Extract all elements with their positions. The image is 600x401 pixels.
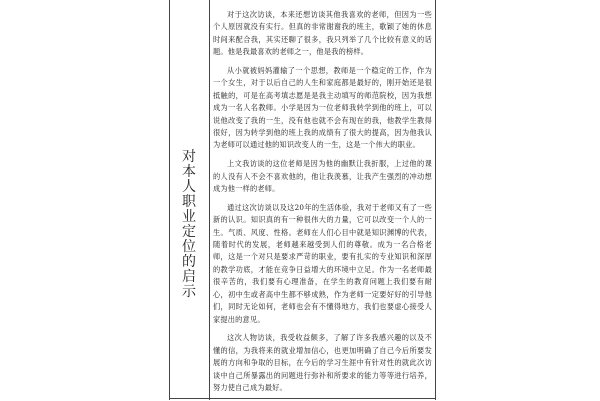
paragraph-4: 通过这次访谈以及这20年的生活体验，我对于老师又有了一些新的认识。知识真的有一种很伟大的力量，它可以改变一个人的一生。气质、风度、性格。老师在人们心目中就是知识渊博的代表，随着时代的发展，老师越来越受到人们的尊敬。成为一名合格老师，这是一个对只是要求严苛的职业，要有扎实的专业知识和深厚的教学功底，才能在竞争日益增大的环境中立足。作为一名老师最很辛苦的，我们要有心理准备，在学生的教育问题上我们要有耐心，初中生或者高中生都不够成熟，作为老师一定要好好的引导他们，同时无论如何，老师也会有不懂得地方，我们也要虚心接受人家提出的意见。 [213, 202, 432, 324]
content-cell [213, 9, 432, 401]
label-column [170, 0, 209, 400]
table-right-border [435, 0, 436, 400]
row-label: 对本人职业定位的启示 [182, 149, 196, 300]
paragraph-2: 从小就被妈妈灌输了一个思想，教师是一个稳定的工作，作为一个女生，对于以后自己的人生和家庭都是最好的，刚开始还是很抵触的，可是在高考填志愿是是我主动填写的师范院校，因为我想成为一名人名教师。小学是因为一位老师我转学到他的班上，可以说他改变了我的一生，没有他也就不会有现在的我，他教学生教得很好，因为转学到他的班上我的成绩有了很大的提高，因为他我认为老师可以通过他的知识改变人的一生，这是一个伟大的职业。 [213, 66, 432, 150]
column-divider [209, 0, 210, 400]
paragraph-1: 对于这次访谈，本来还想访谈其他我喜欢的老师，但因为一些个人原因就没有实行。但真的非常谢谢我的班主，歌颖了她的休息时间来配合我，其实还聊了很多，我只列举了几个比较有意义的话题。他是我最喜欢的老师之一，他是我的榜样。 [213, 10, 432, 57]
paragraph-5: 这次人物访谈，我受收益颇多，了解了许多我感兴趣的以及不懂的信，为我将来的就业增加信心，也更加明确了自己今后所要发展的方向和争取的目标，在今后的学习生涯中有针对性的就此次访谈中自己所暴露出的问题进行弥补和所要求的能力等等进行培养，努力使自己成为最好。 [213, 333, 432, 392]
paragraph-3: 上文我访谈的这位老师是因为他的幽默让我折服，上过他的课的人没有人不会不喜欢他的，他让我羡慕，让我产生强烈的冲动想成为他一样的老师。 [213, 159, 432, 194]
